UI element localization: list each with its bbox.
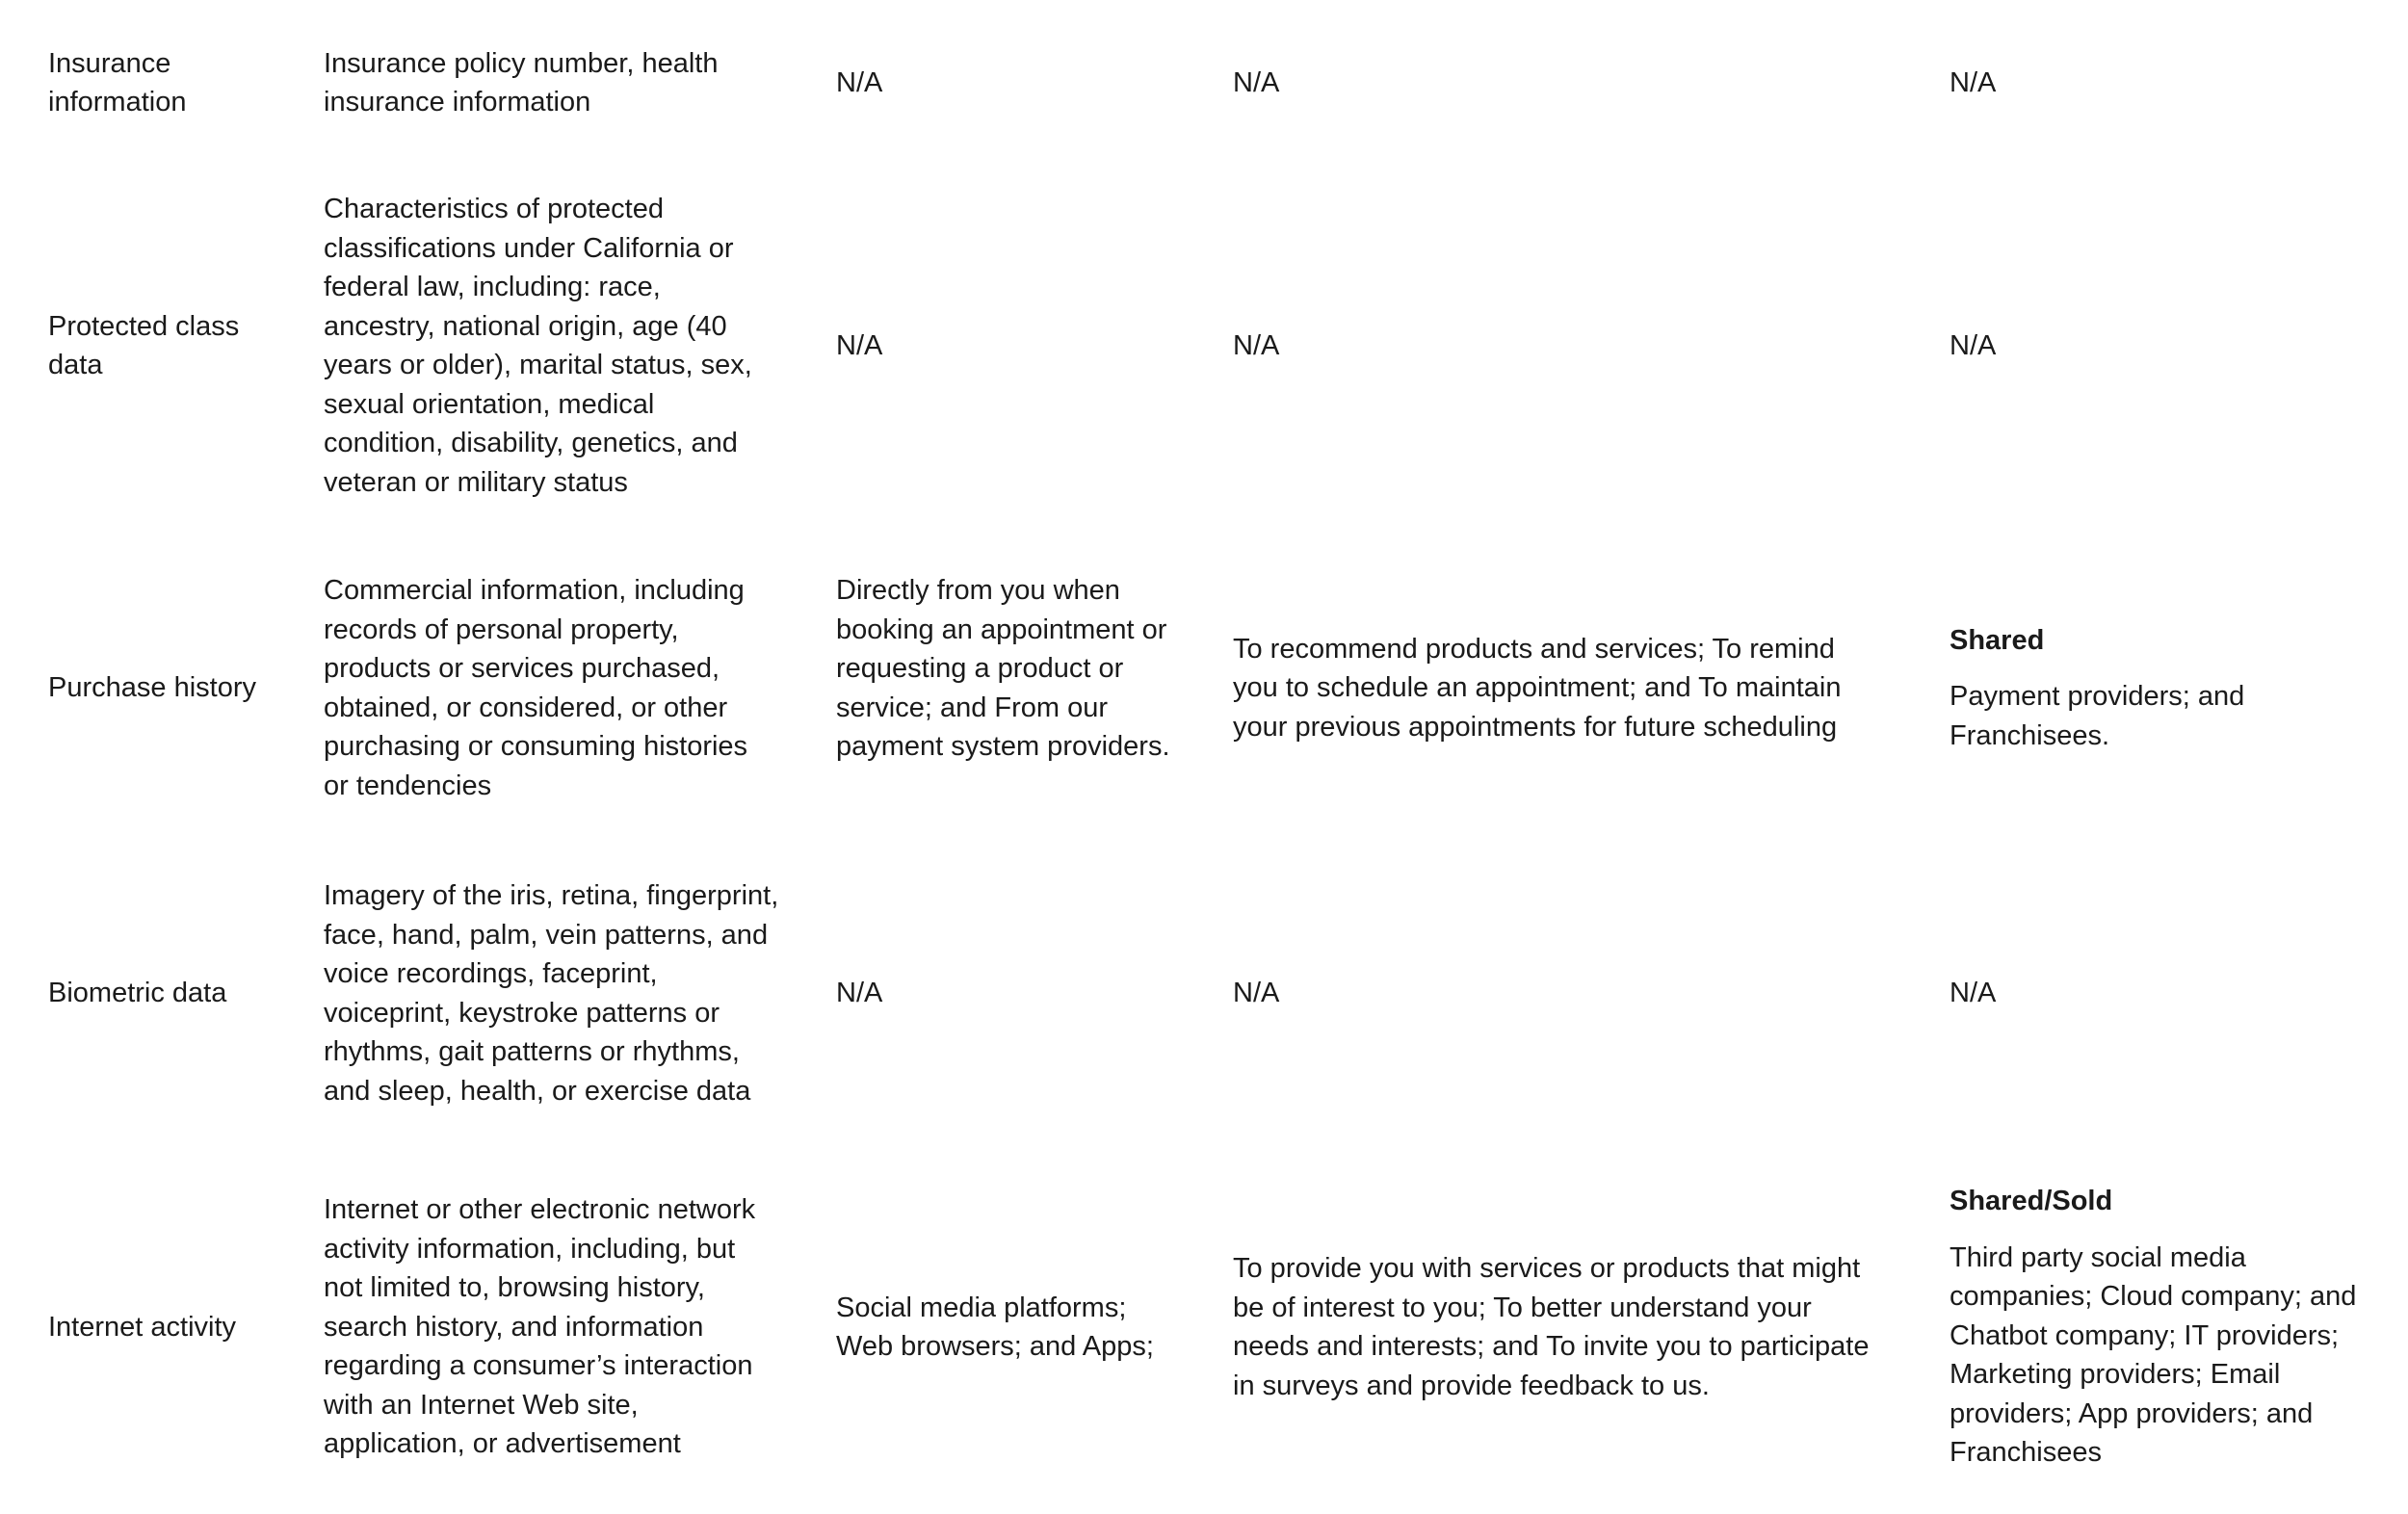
sources-cell [836, 872, 1202, 1115]
examples-cell [324, 872, 805, 1115]
table-row [0, 1173, 2408, 1481]
examples-text: condition, disability, genetics, and [324, 428, 738, 458]
examples-text: application, or advertisement [324, 1428, 681, 1460]
category-cell [48, 872, 289, 1115]
examples-text: face, hand, palm, vein patterns, and [324, 919, 769, 951]
examples-text: years or older), marital status, sex, [324, 350, 752, 380]
category-text: Protected class [48, 310, 240, 342]
examples-text: records of personal property, [324, 613, 679, 645]
sources-text: Web browsers; and Apps; [836, 1331, 1154, 1362]
sources-text: payment system providers. [836, 731, 1170, 763]
examples-text: rhythms, gait patterns or rhythms, [324, 1036, 740, 1067]
purposes-text: N/A [1233, 329, 1280, 361]
purposes-text: be of interest to you; To better understand your [1233, 1292, 1812, 1323]
recipients-text: providers; App providers; and [1950, 1397, 2314, 1429]
sources-text: Social media platforms; [836, 1292, 1127, 1323]
examples-text: or tendencies [324, 770, 492, 801]
recipients-cell [1950, 566, 2373, 810]
purposes-cell [1233, 566, 1898, 810]
examples-text: regarding a consumer’s interaction [324, 1350, 753, 1382]
purposes-text: you to schedule an appointment; and To maintain [1233, 672, 1842, 704]
category-text: Biometric data [48, 978, 227, 1009]
examples-text: voice recordings, faceprint, [324, 958, 658, 989]
recipients-text: companies; Cloud company; and [1950, 1281, 2357, 1313]
examples-text: Imagery of the iris, retina, fingerprint, [324, 880, 779, 911]
sources-cell [836, 39, 1202, 127]
recipients-cell [1950, 872, 2373, 1115]
sources-cell [836, 1173, 1202, 1481]
examples-text: Commercial information, including [324, 575, 745, 606]
sources-text: requesting a product or [836, 653, 1124, 685]
purposes-text: To recommend products and services; To remind [1233, 633, 1835, 665]
recipients-cell [1950, 185, 2373, 507]
table-row [0, 39, 2408, 127]
purposes-text: To provide you with services or products that might [1233, 1253, 1861, 1284]
sources-cell [836, 566, 1202, 771]
category-text: information [48, 87, 187, 117]
purposes-text: N/A [1233, 66, 1280, 98]
table-row [0, 872, 2408, 1115]
sources-text: N/A [836, 978, 883, 1009]
examples-cell [324, 185, 805, 507]
table-row [0, 185, 2408, 507]
recipients-text: N/A [1950, 329, 1997, 361]
examples-text: ancestry, national origin, age (40 [324, 310, 727, 342]
examples-text: federal law, including: race, [324, 272, 661, 302]
examples-text: insurance information [324, 87, 591, 117]
purposes-cell [1233, 872, 1898, 1115]
examples-text: activity information, including, but [324, 1233, 736, 1265]
category-cell [48, 1173, 289, 1481]
examples-text: veteran or military status [324, 466, 628, 498]
recipients-text: Payment providers; and [1950, 681, 2245, 713]
table-row [0, 566, 2408, 810]
purposes-text: in surveys and provide feedback to us. [1233, 1370, 1710, 1401]
recipients-text: Marketing providers; Email [1950, 1359, 2281, 1391]
purposes-text: N/A [1233, 978, 1280, 1009]
category-text: data [48, 350, 103, 380]
category-text: Purchase history [48, 672, 256, 704]
recipients-text: N/A [1950, 66, 1997, 98]
recipients-text: Chatbot company; IT providers; [1950, 1319, 2340, 1351]
recipients-text: Third party social media [1950, 1241, 2246, 1273]
examples-text: voiceprint, keystroke patterns or [324, 997, 720, 1029]
examples-cell [324, 566, 805, 810]
examples-text: with an Internet Web site, [324, 1389, 639, 1421]
category-cell [48, 185, 289, 507]
examples-text: not limited to, browsing history, [324, 1272, 705, 1304]
sources-cell [836, 185, 1202, 507]
examples-text: Insurance policy number, health [324, 47, 719, 79]
purposes-cell [1233, 1173, 1898, 1481]
recipients-text: N/A [1950, 978, 1997, 1009]
recipients-text: Franchisees. [1950, 719, 2110, 751]
category-cell [48, 39, 289, 127]
sources-text: service; and From our [836, 692, 1109, 723]
purposes-text: needs and interests; and To invite you to participate [1233, 1331, 1870, 1362]
examples-cell [324, 1173, 805, 1481]
examples-text: products or services purchased, [324, 653, 720, 684]
examples-text: obtained, or considered, or other [324, 692, 728, 723]
disclosure-label: Shared/Sold [1950, 1186, 2113, 1217]
examples-text: and sleep, health, or exercise data [324, 1075, 751, 1107]
examples-text: Characteristics of protected [324, 194, 664, 224]
recipients-text: Franchisees [1950, 1437, 2102, 1469]
disclosure-label: Shared [1950, 624, 2045, 656]
examples-text: search history, and information [324, 1311, 704, 1343]
purposes-cell [1233, 185, 1898, 507]
recipients-cell [1950, 1173, 2373, 1481]
purposes-cell [1233, 39, 1898, 127]
recipients-cell [1950, 39, 2373, 127]
category-cell [48, 566, 289, 810]
sources-text: N/A [836, 329, 883, 361]
category-text: Internet activity [48, 1311, 237, 1343]
examples-text: Internet or other electronic network [324, 1194, 756, 1226]
sources-text: N/A [836, 66, 883, 98]
category-text: Insurance [48, 47, 171, 79]
examples-text: purchasing or consuming histories [324, 731, 748, 762]
purposes-text: your previous appointments for future scheduling [1233, 711, 1838, 743]
sources-text: booking an appointment or [836, 613, 1167, 645]
examples-text: classifications under California or [324, 232, 734, 264]
examples-cell [324, 39, 805, 127]
sources-text: Directly from you when [836, 575, 1120, 607]
examples-text: sexual orientation, medical [324, 388, 655, 420]
